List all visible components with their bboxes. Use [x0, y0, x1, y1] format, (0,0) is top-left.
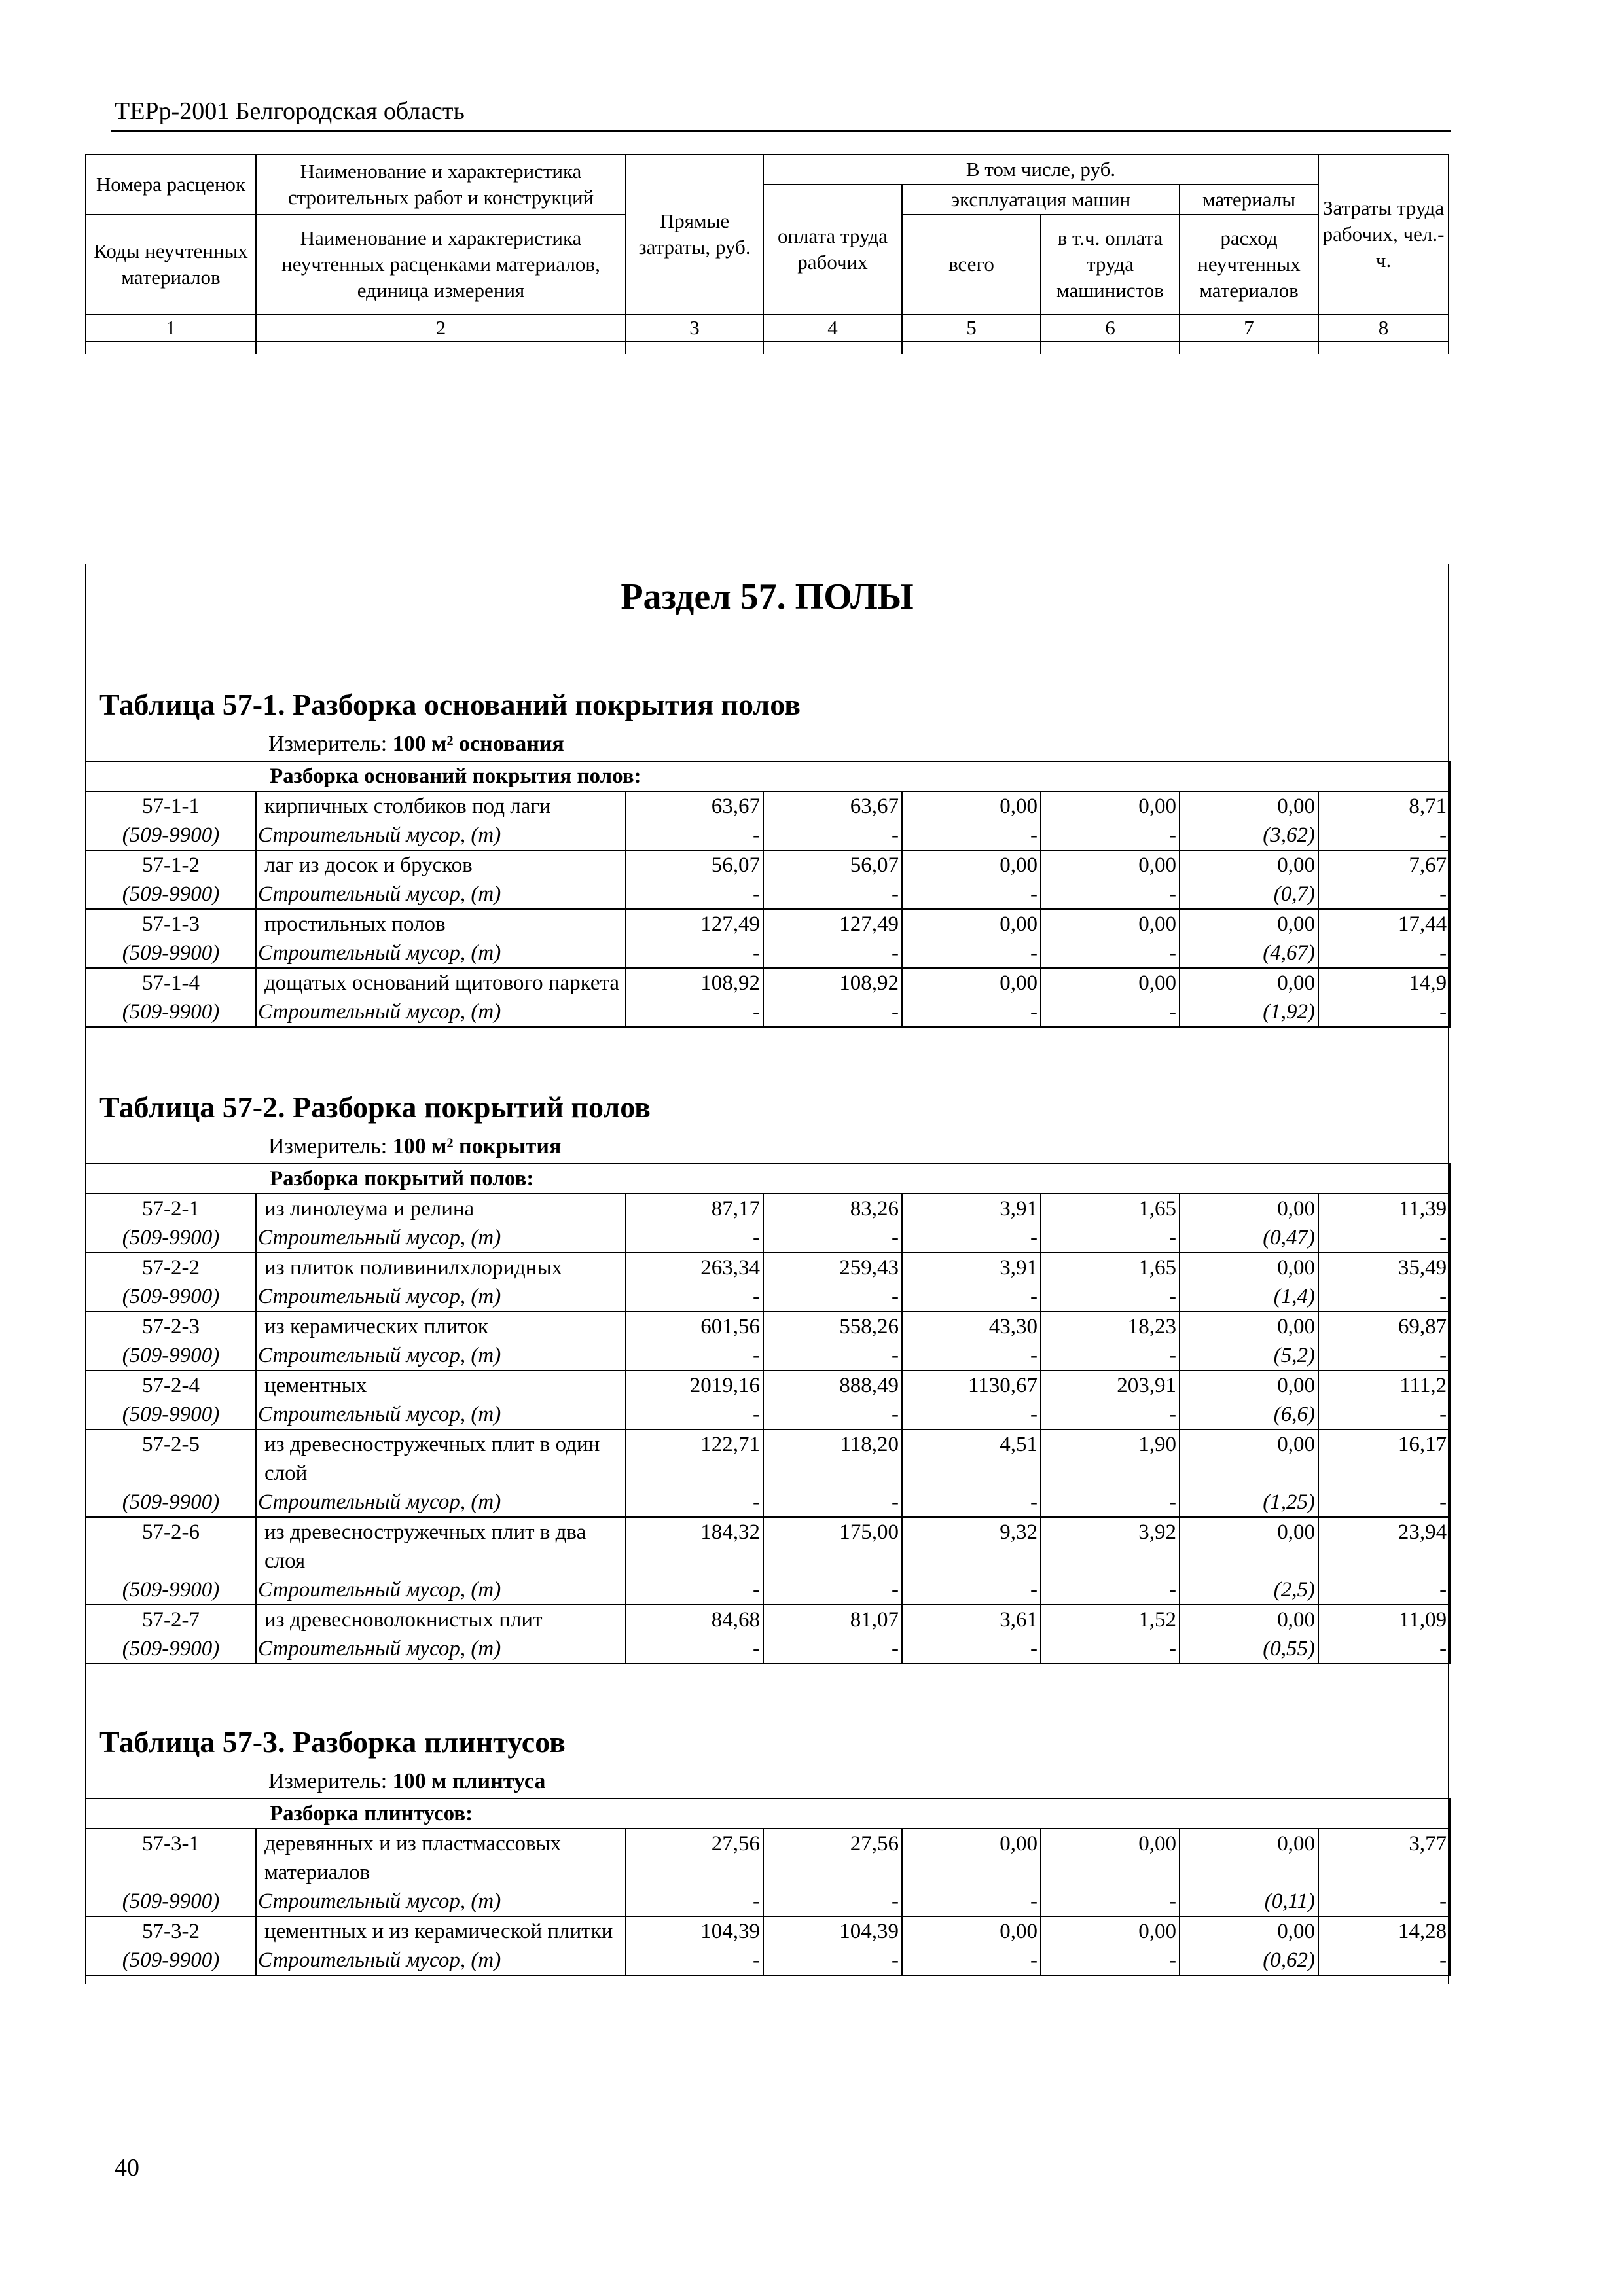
table-row	[86, 1517, 1450, 1575]
material-name: Строительный мусор, (т)	[256, 880, 626, 909]
rate-code: 57-3-2	[86, 1916, 256, 1946]
running-head: ТЕРр-2001 Белгородская область	[115, 98, 465, 125]
dash: -	[1041, 1946, 1180, 1975]
dash: -	[1041, 1634, 1180, 1664]
group-label: Разборка плинтусов:	[86, 1799, 1450, 1829]
dash: -	[902, 1634, 1041, 1664]
machine-cost: 0,00	[902, 850, 1041, 880]
material-code: (509-9900)	[86, 1634, 256, 1664]
machinist-cost: 203,91	[1041, 1371, 1180, 1400]
labor-hours: 8,71	[1318, 791, 1450, 821]
dash: -	[763, 939, 902, 968]
dash: -	[1318, 1488, 1450, 1517]
direct-cost: 601,56	[626, 1312, 763, 1341]
group-label: Разборка оснований покрытия полов:	[86, 761, 1450, 791]
labor-hours: 11,39	[1318, 1194, 1450, 1223]
work-name: лаг из досок и брусков	[256, 850, 626, 880]
machinist-cost: 1,65	[1041, 1253, 1180, 1282]
machine-cost: 4,51	[902, 1429, 1041, 1488]
labor-cost: 108,92	[763, 968, 902, 997]
material-cost: 0,00	[1180, 1194, 1318, 1223]
col3-header: Прямые затраты, руб.	[626, 154, 763, 314]
dash: -	[1318, 997, 1450, 1027]
direct-cost: 87,17	[626, 1194, 763, 1223]
section-title: Раздел 57. ПОЛЫ	[621, 577, 914, 617]
table-title: Таблица 57-3. Разборка плинтусов	[99, 1725, 566, 1759]
dash: -	[626, 880, 763, 909]
dash: -	[902, 1488, 1041, 1517]
material-amount: (0,11)	[1180, 1887, 1318, 1916]
rate-code: 57-1-4	[86, 968, 256, 997]
material-cost: 0,00	[1180, 968, 1318, 997]
dash: -	[763, 1887, 902, 1916]
material-row	[86, 880, 1450, 909]
dash: -	[1318, 821, 1450, 850]
table-row	[86, 1829, 1450, 1887]
dash: -	[763, 1488, 902, 1517]
meter-line	[268, 1134, 561, 1159]
dash: -	[902, 997, 1041, 1027]
machinist-cost: 1,90	[1041, 1429, 1180, 1488]
machinist-cost: 0,00	[1041, 1829, 1180, 1887]
table-title: Таблица 57-1. Разборка оснований покрытия полов	[99, 688, 801, 721]
dash: -	[626, 1946, 763, 1975]
material-amount: (3,62)	[1180, 821, 1318, 850]
labor-cost: 175,00	[763, 1517, 902, 1575]
group-header: В том числе, руб.	[763, 154, 1318, 185]
material-amount: (6,6)	[1180, 1400, 1318, 1429]
machine-cost: 0,00	[902, 791, 1041, 821]
material-row	[86, 1946, 1450, 1975]
machinist-cost: 1,52	[1041, 1605, 1180, 1634]
material-amount: (2,5)	[1180, 1575, 1318, 1605]
dash: -	[902, 1341, 1041, 1371]
dash: -	[626, 1223, 763, 1253]
machine-cost: 43,30	[902, 1312, 1041, 1341]
meter-label: Измеритель:	[268, 1769, 388, 1793]
dash: -	[763, 1946, 902, 1975]
material-name: Строительный мусор, (т)	[256, 939, 626, 968]
dash: -	[1318, 1223, 1450, 1253]
rate-code: 57-2-6	[86, 1517, 256, 1575]
material-amount: (4,67)	[1180, 939, 1318, 968]
table-row	[86, 850, 1450, 880]
labor-cost: 259,43	[763, 1253, 902, 1282]
page-number: 40	[115, 2154, 139, 2181]
labor-hours: 35,49	[1318, 1253, 1450, 1282]
direct-cost: 56,07	[626, 850, 763, 880]
material-code: (509-9900)	[86, 1488, 256, 1517]
direct-cost: 2019,16	[626, 1371, 763, 1400]
material-name: Строительный мусор, (т)	[256, 1887, 626, 1916]
col-number: 8	[1318, 314, 1449, 342]
labor-cost: 81,07	[763, 1605, 902, 1634]
labor-hours: 3,77	[1318, 1829, 1450, 1887]
dash: -	[1041, 1400, 1180, 1429]
dash: -	[1041, 1223, 1180, 1253]
meter-value: 100 м² покрытия	[392, 1134, 562, 1158]
material-amount: (0,7)	[1180, 880, 1318, 909]
material-code: (509-9900)	[86, 1575, 256, 1605]
machines-header: эксплуатация машин	[902, 185, 1180, 215]
col-number: 4	[763, 314, 902, 342]
dash: -	[902, 821, 1041, 850]
material-cost: 0,00	[1180, 1517, 1318, 1575]
material-row	[86, 1400, 1450, 1429]
work-name: из древесностружечных плит в два слоя	[256, 1517, 626, 1575]
work-name: деревянных и из пластмассовых материалов	[256, 1829, 626, 1887]
material-code: (509-9900)	[86, 821, 256, 850]
direct-cost: 127,49	[626, 909, 763, 939]
column-header-table	[85, 154, 1449, 354]
material-amount: (0,47)	[1180, 1223, 1318, 1253]
dash: -	[1318, 1282, 1450, 1312]
labor-cost: 56,07	[763, 850, 902, 880]
material-amount: (0,62)	[1180, 1946, 1318, 1975]
material-name: Строительный мусор, (т)	[256, 1223, 626, 1253]
material-name: Строительный мусор, (т)	[256, 1400, 626, 1429]
dash: -	[1318, 1887, 1450, 1916]
dash: -	[1041, 880, 1180, 909]
material-name: Строительный мусор, (т)	[256, 1946, 626, 1975]
material-cost: 0,00	[1180, 1312, 1318, 1341]
dash: -	[763, 1575, 902, 1605]
rate-code: 57-2-2	[86, 1253, 256, 1282]
material-amount: (1,92)	[1180, 997, 1318, 1027]
labor-cost: 83,26	[763, 1194, 902, 1223]
material-row	[86, 821, 1450, 850]
work-name: цементных и из керамической плитки	[256, 1916, 626, 1946]
machine-cost: 1130,67	[902, 1371, 1041, 1400]
col-number: 2	[256, 314, 626, 342]
material-code: (509-9900)	[86, 1223, 256, 1253]
work-name: из керамических плиток	[256, 1312, 626, 1341]
material-code: (509-9900)	[86, 880, 256, 909]
machine-cost: 0,00	[902, 968, 1041, 997]
direct-cost: 104,39	[626, 1916, 763, 1946]
machine-cost: 3,91	[902, 1253, 1041, 1282]
machine-cost: 3,61	[902, 1605, 1041, 1634]
material-amount: (1,25)	[1180, 1488, 1318, 1517]
labor-cost: 104,39	[763, 1916, 902, 1946]
material-cost: 0,00	[1180, 1371, 1318, 1400]
material-code: (509-9900)	[86, 1400, 256, 1429]
labor-hours: 69,87	[1318, 1312, 1450, 1341]
dash: -	[626, 939, 763, 968]
material-cost: 0,00	[1180, 1605, 1318, 1634]
materials-header: материалы	[1180, 185, 1318, 215]
material-code: (509-9900)	[86, 1946, 256, 1975]
rate-code: 57-1-3	[86, 909, 256, 939]
rate-code: 57-2-4	[86, 1371, 256, 1400]
dash: -	[626, 821, 763, 850]
col-number: 1	[86, 314, 256, 342]
material-name: Строительный мусор, (т)	[256, 1634, 626, 1664]
direct-cost: 263,34	[626, 1253, 763, 1282]
direct-cost: 63,67	[626, 791, 763, 821]
machinist-cost: 18,23	[1041, 1312, 1180, 1341]
direct-cost: 108,92	[626, 968, 763, 997]
labor-hours: 7,67	[1318, 850, 1450, 880]
material-code: (509-9900)	[86, 1341, 256, 1371]
work-name: из древесностружечных плит в один слой	[256, 1429, 626, 1488]
dash: -	[626, 1488, 763, 1517]
material-cost: 0,00	[1180, 791, 1318, 821]
dash: -	[902, 1946, 1041, 1975]
dash: -	[626, 1400, 763, 1429]
dash: -	[1318, 880, 1450, 909]
dash: -	[626, 1887, 763, 1916]
machine-cost: 0,00	[902, 909, 1041, 939]
meter-label: Измеритель:	[268, 1134, 388, 1158]
work-name: цементных	[256, 1371, 626, 1400]
dash: -	[763, 880, 902, 909]
dash: -	[763, 1341, 902, 1371]
dash: -	[1041, 1488, 1180, 1517]
group-row	[86, 1164, 1450, 1194]
table-row	[86, 1605, 1450, 1634]
material-code: (509-9900)	[86, 1282, 256, 1312]
material-name: Строительный мусор, (т)	[256, 821, 626, 850]
material-row	[86, 1634, 1450, 1664]
direct-cost: 122,71	[626, 1429, 763, 1488]
labor-hours: 14,9	[1318, 968, 1450, 997]
group-row	[86, 1799, 1450, 1829]
labor-hours: 111,2	[1318, 1371, 1450, 1400]
material-cost: 0,00	[1180, 909, 1318, 939]
col-number: 5	[902, 314, 1041, 342]
labor-hours: 17,44	[1318, 909, 1450, 939]
material-cost: 0,00	[1180, 850, 1318, 880]
col2-top: Наименование и характеристика строительных работ и конструкций	[256, 154, 626, 215]
machinist-cost: 0,00	[1041, 1916, 1180, 1946]
material-cost: 0,00	[1180, 1829, 1318, 1887]
meter-value: 100 м плинтуса	[392, 1769, 546, 1793]
dash: -	[1041, 939, 1180, 968]
rate-code: 57-1-2	[86, 850, 256, 880]
machinist-cost: 0,00	[1041, 791, 1180, 821]
dash: -	[902, 939, 1041, 968]
table-row	[86, 1371, 1450, 1400]
dash: -	[626, 1634, 763, 1664]
labor-hours: 14,28	[1318, 1916, 1450, 1946]
material-row	[86, 1223, 1450, 1253]
material-row	[86, 939, 1450, 968]
work-name: дощатых оснований щитового паркета	[256, 968, 626, 997]
material-code: (509-9900)	[86, 1887, 256, 1916]
machine-cost: 0,00	[902, 1916, 1041, 1946]
col8-header: Затраты труда рабочих, чел.-ч.	[1318, 154, 1449, 314]
material-row	[86, 1282, 1450, 1312]
price-table	[85, 761, 1451, 1028]
group-label: Разборка покрытий полов:	[86, 1164, 1450, 1194]
material-name: Строительный мусор, (т)	[256, 1488, 626, 1517]
dash: -	[1041, 1341, 1180, 1371]
work-name: из плиток поливинилхлоридных	[256, 1253, 626, 1282]
material-code: (509-9900)	[86, 939, 256, 968]
material-row	[86, 997, 1450, 1027]
dash: -	[763, 997, 902, 1027]
table-row	[86, 1312, 1450, 1341]
price-table	[85, 1798, 1451, 1976]
dash: -	[763, 1634, 902, 1664]
dash: -	[1041, 821, 1180, 850]
material-name: Строительный мусор, (т)	[256, 1282, 626, 1312]
work-name: кирпичных столбиков под лаги	[256, 791, 626, 821]
table-row	[86, 1916, 1450, 1946]
meter-label: Измеритель:	[268, 732, 388, 756]
dash: -	[902, 1223, 1041, 1253]
table-row	[86, 791, 1450, 821]
rate-code: 57-1-1	[86, 791, 256, 821]
dash: -	[902, 1575, 1041, 1605]
labor-hours: 23,94	[1318, 1517, 1450, 1575]
dash: -	[763, 821, 902, 850]
material-row	[86, 1887, 1450, 1916]
labor-cost: 27,56	[763, 1829, 902, 1887]
table-row	[86, 1194, 1450, 1223]
col-number: 6	[1041, 314, 1180, 342]
dash: -	[1041, 1282, 1180, 1312]
col-number: 3	[626, 314, 763, 342]
price-table	[85, 1163, 1451, 1664]
dash: -	[1318, 1634, 1450, 1664]
dash: -	[902, 880, 1041, 909]
group-row	[86, 761, 1450, 791]
table-row	[86, 968, 1450, 997]
material-name: Строительный мусор, (т)	[256, 1575, 626, 1605]
machinist-cost: 3,92	[1041, 1517, 1180, 1575]
rate-code: 57-2-7	[86, 1605, 256, 1634]
rate-code: 57-2-3	[86, 1312, 256, 1341]
material-row	[86, 1488, 1450, 1517]
col2-bottom: Наименование и характеристика неучтенных расценками материалов, единица измерения	[256, 215, 626, 314]
dash: -	[1318, 1400, 1450, 1429]
dash: -	[626, 1282, 763, 1312]
material-row	[86, 1575, 1450, 1605]
direct-cost: 27,56	[626, 1829, 763, 1887]
machine-cost: 0,00	[902, 1829, 1041, 1887]
table-row	[86, 1253, 1450, 1282]
col1-top: Номера расценок	[86, 154, 256, 215]
table-title: Таблица 57-2. Разборка покрытий полов	[99, 1090, 651, 1124]
table-row	[86, 1429, 1450, 1488]
machine-cost: 3,91	[902, 1194, 1041, 1223]
material-name: Строительный мусор, (т)	[256, 1341, 626, 1371]
col5-header: всего	[902, 215, 1041, 314]
work-name: из древесноволокнистых плит	[256, 1605, 626, 1634]
material-cost: 0,00	[1180, 1429, 1318, 1488]
rate-code: 57-2-1	[86, 1194, 256, 1223]
dash: -	[1318, 1575, 1450, 1605]
meter-value: 100 м² основания	[392, 732, 564, 756]
dash: -	[1041, 1887, 1180, 1916]
col6-header: в т.ч. оплата труда машинистов	[1041, 215, 1180, 314]
material-code: (509-9900)	[86, 997, 256, 1027]
col4-header: оплата труда рабочих	[763, 185, 902, 314]
material-cost: 0,00	[1180, 1253, 1318, 1282]
dash: -	[1318, 1341, 1450, 1371]
labor-cost: 118,20	[763, 1429, 902, 1488]
material-amount: (0,55)	[1180, 1634, 1318, 1664]
labor-hours: 11,09	[1318, 1605, 1450, 1634]
dash: -	[763, 1282, 902, 1312]
material-name: Строительный мусор, (т)	[256, 997, 626, 1027]
dash: -	[626, 1341, 763, 1371]
dash: -	[1318, 939, 1450, 968]
machinist-cost: 0,00	[1041, 850, 1180, 880]
rate-code: 57-3-1	[86, 1829, 256, 1887]
work-name: из линолеума и релина	[256, 1194, 626, 1223]
dash: -	[1041, 1575, 1180, 1605]
material-amount: (5,2)	[1180, 1341, 1318, 1371]
labor-cost: 888,49	[763, 1371, 902, 1400]
table-row	[86, 909, 1450, 939]
col1-bottom: Коды неучтенных материалов	[86, 215, 256, 314]
material-row	[86, 1341, 1450, 1371]
direct-cost: 84,68	[626, 1605, 763, 1634]
dash: -	[902, 1400, 1041, 1429]
col-number: 7	[1180, 314, 1318, 342]
labor-cost: 63,67	[763, 791, 902, 821]
dash: -	[626, 1575, 763, 1605]
dash: -	[763, 1400, 902, 1429]
meter-line	[268, 732, 564, 757]
machinist-cost: 1,65	[1041, 1194, 1180, 1223]
rate-code: 57-2-5	[86, 1429, 256, 1488]
meter-line	[268, 1769, 545, 1794]
dash: -	[902, 1887, 1041, 1916]
dash: -	[1318, 1946, 1450, 1975]
machinist-cost: 0,00	[1041, 968, 1180, 997]
work-name: простильных полов	[256, 909, 626, 939]
material-amount: (1,4)	[1180, 1282, 1318, 1312]
labor-hours: 16,17	[1318, 1429, 1450, 1488]
col7-header: расход неучтенных материалов	[1180, 215, 1318, 314]
machine-cost: 9,32	[902, 1517, 1041, 1575]
dash: -	[626, 997, 763, 1027]
header-rule	[111, 130, 1451, 132]
material-cost: 0,00	[1180, 1916, 1318, 1946]
labor-cost: 127,49	[763, 909, 902, 939]
dash: -	[902, 1282, 1041, 1312]
direct-cost: 184,32	[626, 1517, 763, 1575]
labor-cost: 558,26	[763, 1312, 902, 1341]
dash: -	[1041, 997, 1180, 1027]
dash: -	[763, 1223, 902, 1253]
machinist-cost: 0,00	[1041, 909, 1180, 939]
